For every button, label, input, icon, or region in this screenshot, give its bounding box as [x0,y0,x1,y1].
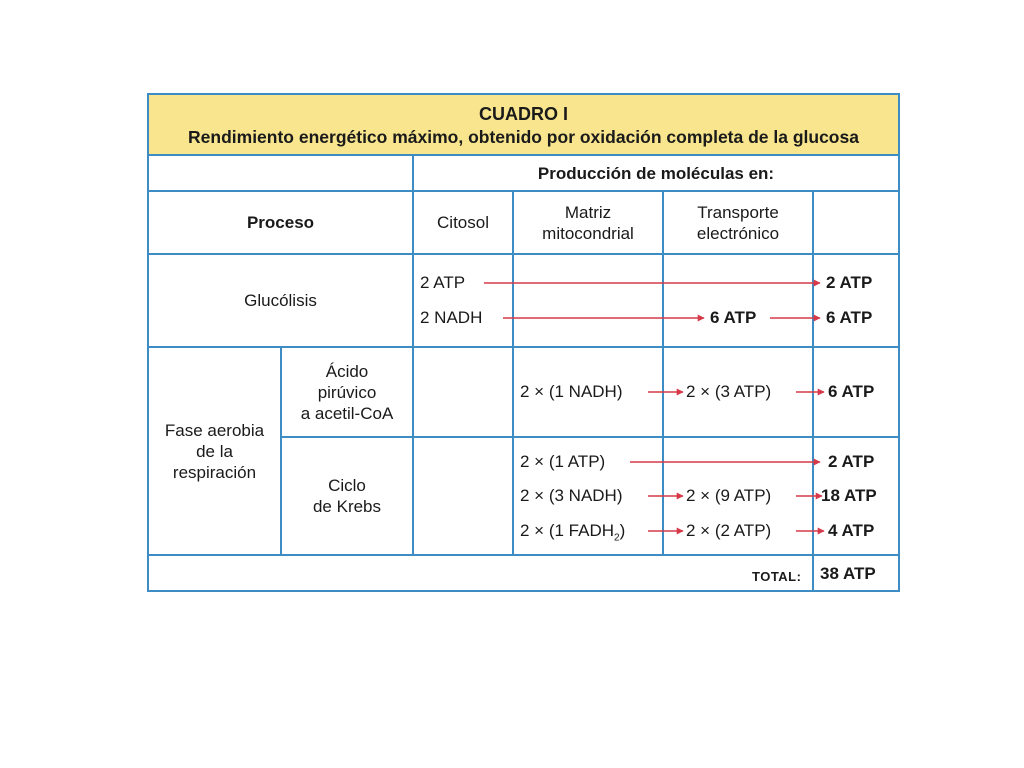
glycolysis-transport-atp: 6 ATP [710,308,757,327]
glycolysis-label: Glucólisis [244,291,317,310]
aerobic-phase-label [148,347,281,555]
glycolysis-cytosol-atp: 2 ATP [420,273,466,292]
krebs-total-atp: 2 ATP [828,452,875,471]
pyruvate-label [281,347,413,437]
aerobic-label-line-1: Fase aerobia [164,420,265,440]
krebs-total-fadh-atp: 4 ATP [828,521,875,540]
transport-header-line-1: Transporte [697,202,779,222]
pyruvate-label-line-2: pirúvico [317,382,377,402]
krebs-label-line-1: Ciclo [328,476,366,495]
krebs-transport-nadh-atp: 2 × (9 ATP) [686,486,772,505]
krebs-label-line-2: de Krebs [312,497,382,516]
krebs-matrix-fadh [520,521,625,548]
table-title: CUADRO I [479,103,568,124]
process-header: Proceso [246,213,315,232]
glycolysis-total-atp: 2 ATP [826,273,873,292]
pyruvate-label-line-1: Ácido [325,361,369,381]
aerobic-label-line-3: respiración [172,462,257,482]
fadh-close: ) [619,521,626,540]
fadh-main: 2 × (1 FADH [520,521,615,540]
krebs-total-nadh-atp: 18 ATP [821,486,877,505]
pyruvate-transport-atp: 2 × (3 ATP) [686,382,772,401]
pyruvate-label-line-3: a acetil-CoA [300,403,394,423]
cytosol-header: Citosol [437,213,489,232]
total-value: 38 ATP [820,564,876,583]
krebs-label [281,437,413,555]
krebs-transport-fadh-atp: 2 × (2 ATP) [686,521,772,540]
transport-header-line-2: electrónico [696,223,780,243]
matrix-header-line-1: Matriz [564,202,612,222]
aerobic-label-line-2: de la [196,441,233,461]
transport-header [663,191,813,254]
fadh-subscript: 2 [614,532,620,544]
production-header: Producción de moléculas en: [537,163,775,183]
krebs-matrix-atp: 2 × (1 ATP) [520,452,606,471]
pyruvate-matrix-nadh: 2 × (1 NADH) [520,382,623,401]
glycolysis-cytosol-nadh: 2 NADH [420,308,483,327]
krebs-matrix-nadh: 2 × (3 NADH) [520,486,623,505]
matrix-header-line-2: mitocondrial [542,223,634,243]
table-subtitle: Rendimiento energético máximo, obtenido por oxidación completa de la glucosa [188,126,859,147]
glycolysis-total-nadh-atp: 6 ATP [826,308,873,327]
matrix-header [513,191,663,254]
pyruvate-total-atp: 6 ATP [828,382,875,401]
total-label: TOTAL: [752,569,802,584]
